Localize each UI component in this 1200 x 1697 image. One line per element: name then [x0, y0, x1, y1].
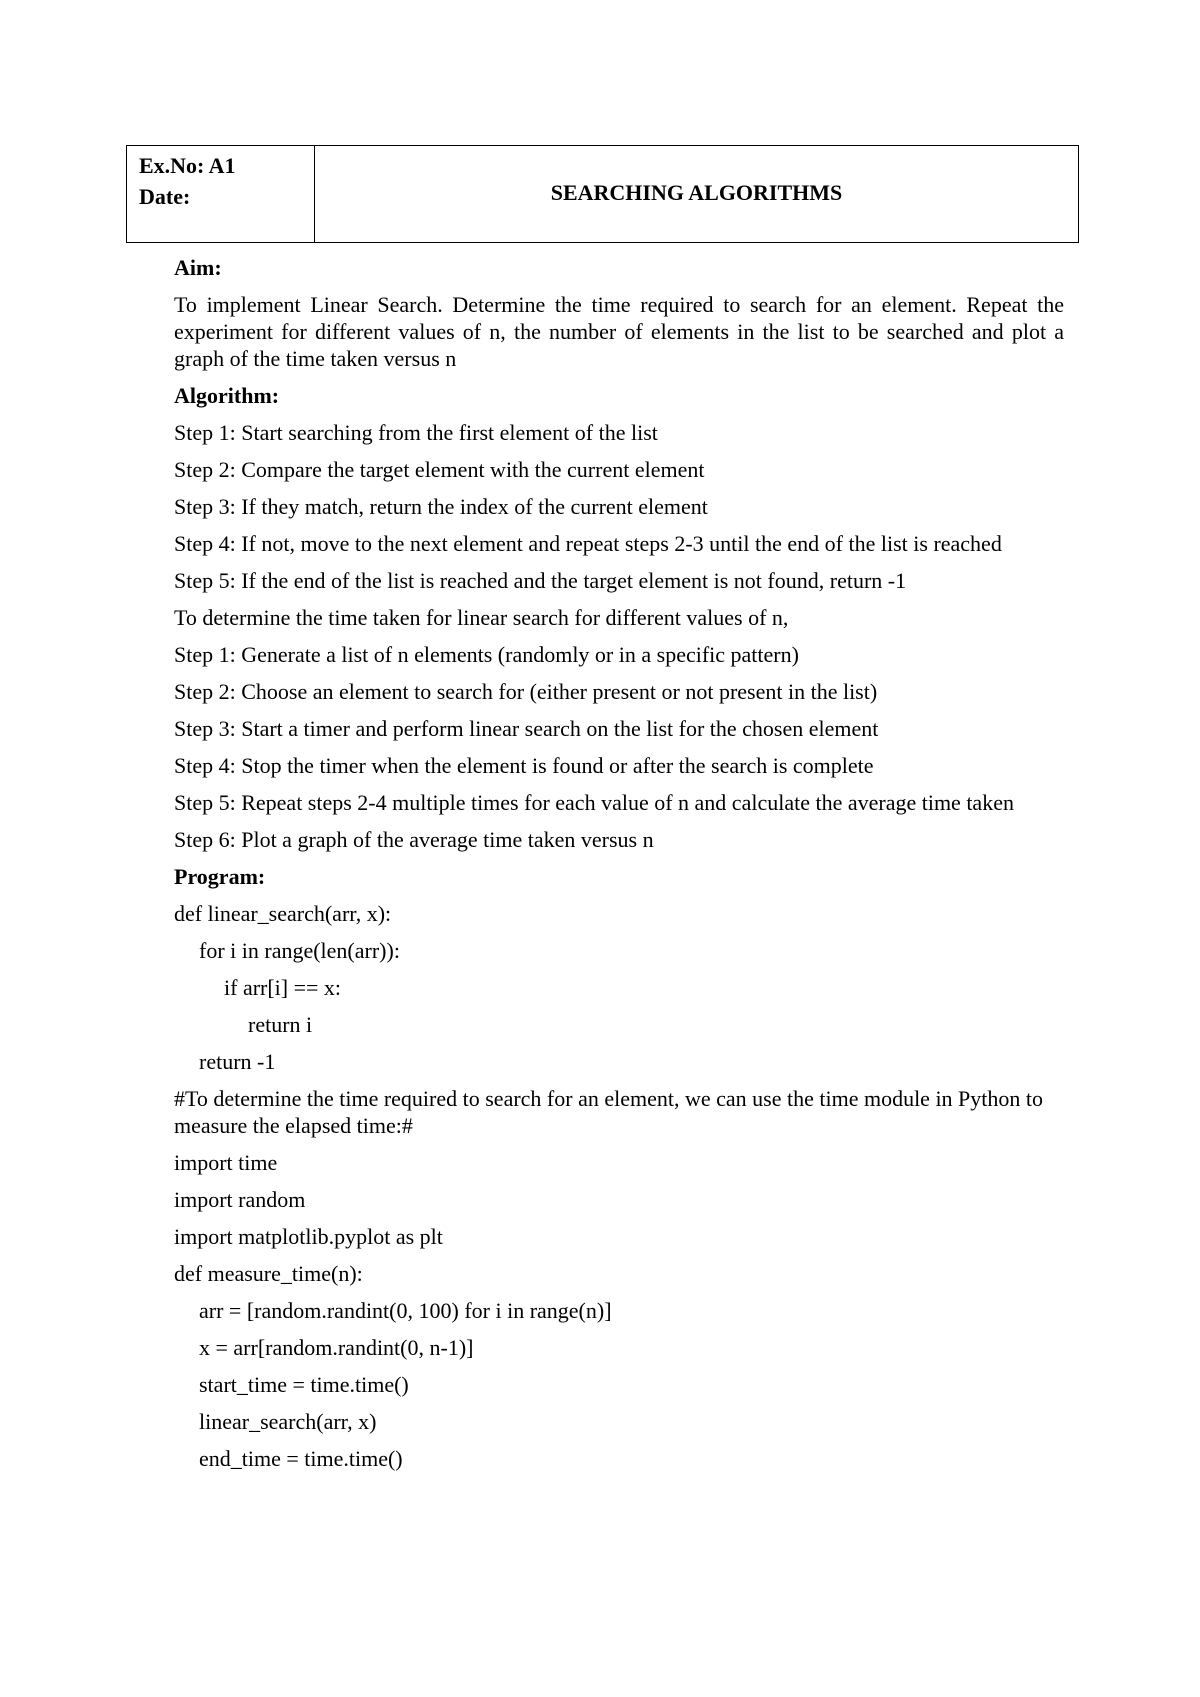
- code-line: end_time = time.time(): [199, 1446, 403, 1471]
- algorithm-step: Step 5: If the end of the list is reached and the target element is not found, return -1: [174, 568, 907, 593]
- code-comment: #To determine the time required to search for an element, we can use the time module in Python to measure the elapsed time:#: [174, 1086, 1044, 1138]
- timing-step: Step 4: Stop the timer when the element is found or after the search is complete: [174, 753, 874, 778]
- code-line: x = arr[random.randint(0, n-1)]: [199, 1335, 474, 1360]
- aim-text: To implement Linear Search. Determine the time required to search for an element. Repeat the experiment for different values of n, the number of elements in the list to be searched and plot a graph of the time taken versus n: [174, 292, 1064, 371]
- timing-step: Step 3: Start a timer and perform linear search on the list for the chosen element: [174, 716, 879, 741]
- document-body: [174, 254, 1064, 1482]
- code-line: start_time = time.time(): [199, 1372, 409, 1397]
- timing-intro: To determine the time taken for linear search for different values of n,: [174, 605, 789, 630]
- header-meta: [139, 150, 236, 212]
- code-line: if arr[i] == x:: [224, 975, 342, 1000]
- algorithm-step: Step 1: Start searching from the first element of the list: [174, 420, 658, 445]
- code-line: return -1: [199, 1049, 276, 1074]
- code-line: def linear_search(arr, x):: [174, 901, 392, 926]
- code-line: import matplotlib.pyplot as plt: [174, 1224, 443, 1249]
- code-line: linear_search(arr, x): [199, 1409, 377, 1434]
- exercise-number: Ex.No: A1: [139, 153, 236, 178]
- code-line: arr = [random.randint(0, 100) for i in range(n)]: [199, 1298, 612, 1323]
- aim-heading: Aim:: [174, 255, 222, 280]
- timing-step: Step 1: Generate a list of n elements (randomly or in a specific pattern): [174, 642, 799, 667]
- algorithm-heading: Algorithm:: [174, 383, 280, 408]
- code-line: return i: [248, 1012, 313, 1037]
- timing-step: Step 2: Choose an element to search for (either present or not present in the list): [174, 679, 878, 704]
- header-table: [126, 145, 1079, 243]
- date-label: Date:: [139, 184, 191, 209]
- code-line: import time: [174, 1150, 278, 1175]
- code-line: import random: [174, 1187, 306, 1212]
- timing-step: Step 5: Repeat steps 2-4 multiple times for each value of n and calculate the average time taken: [174, 790, 1014, 815]
- algorithm-step: Step 4: If not, move to the next element and repeat steps 2-3 until the end of the list is reached: [174, 531, 1002, 556]
- algorithm-step: Step 2: Compare the target element with the current element: [174, 457, 705, 482]
- code-line: for i in range(len(arr)):: [199, 938, 400, 963]
- page-title: SEARCHING ALGORITHMS: [550, 180, 843, 205]
- algorithm-step: Step 3: If they match, return the index of the current element: [174, 494, 708, 519]
- timing-step: Step 6: Plot a graph of the average time taken versus n: [174, 827, 654, 852]
- program-heading: Program:: [174, 864, 266, 889]
- code-line: def measure_time(n):: [174, 1261, 363, 1286]
